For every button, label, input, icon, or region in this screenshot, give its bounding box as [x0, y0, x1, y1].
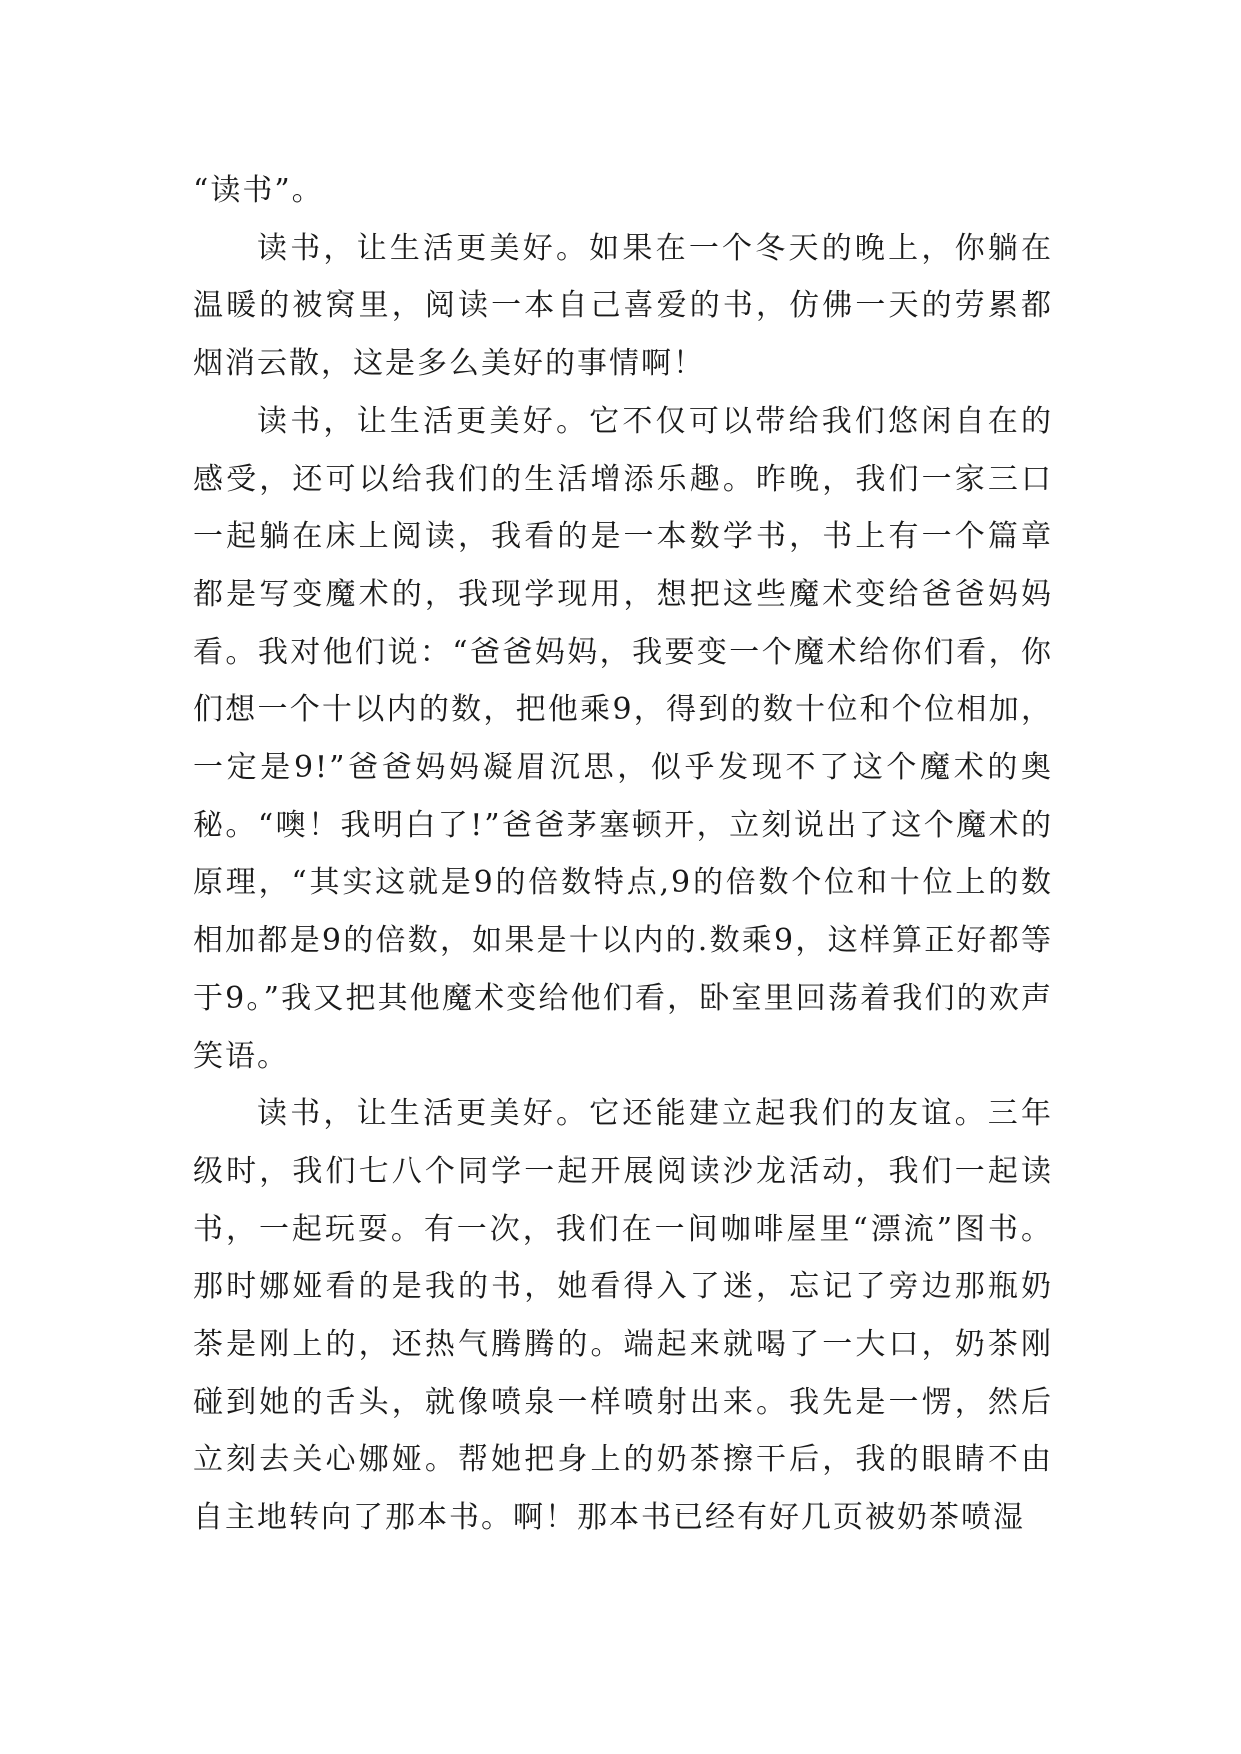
paragraph-1: “读书”。 — [193, 173, 324, 208]
paragraph-3: 读书，让生活更美好。它不仅可以带给我们悠闲自在的感受，还可以给我们的生活增添乐趣。昨晚，我们一家三口一起躺在床上阅读，我看的是一本数学书，书上有一个篇章都是写变魔术的，我现学现用，想把这些魔术变给爸爸妈妈看。我对他们说：“爸爸妈妈，我要变一个魔术给你们看，你们想一个十以内的数，把他乘9，得到的数十位和个位相加，一定是9!”爸爸妈妈凝眉沉思，似乎发现不了这个魔术的奥秘。“噢！我明白了!”爸爸茅塞顿开，立刻说出了这个魔术的原理，“其实这就是9的倍数特点,9的倍数个位和十位上的数相加都是9的倍数，如果是十以内的.数乘9，这样算正好都等于9。”我又把其他魔术变给他们看，卧室里回荡着我们的欢声笑语。 — [193, 403, 1053, 1074]
paragraph-2: 读书，让生活更美好。如果在一个冬天的晚上，你躺在温暖的被窝里，阅读一本自己喜爱的书，仿佛一天的劳累都烟消云散，这是多么美好的事情啊！ — [193, 230, 1053, 382]
paragraph-4: 读书，让生活更美好。它还能建立起我们的友谊。三年级时，我们七八个同学一起开展阅读沙龙活动，我们一起读书，一起玩耍。有一次，我们在一间咖啡屋里“漂流”图书。那时娜娅看的是我的书，她看得入了迷，忘记了旁边那瓶奶茶是刚上的，还热气腾腾的。端起来就喝了一大口，奶茶刚碰到她的舌头，就像喷泉一样喷射出来。我先是一愣，然后立刻去关心娜娅。帮她把身上的奶茶擦干后，我的眼睛不由自主地转向了那本书。啊！那本书已经有好几页被奶茶喷湿 — [193, 1096, 1053, 1536]
essay-body — [193, 162, 1053, 1547]
